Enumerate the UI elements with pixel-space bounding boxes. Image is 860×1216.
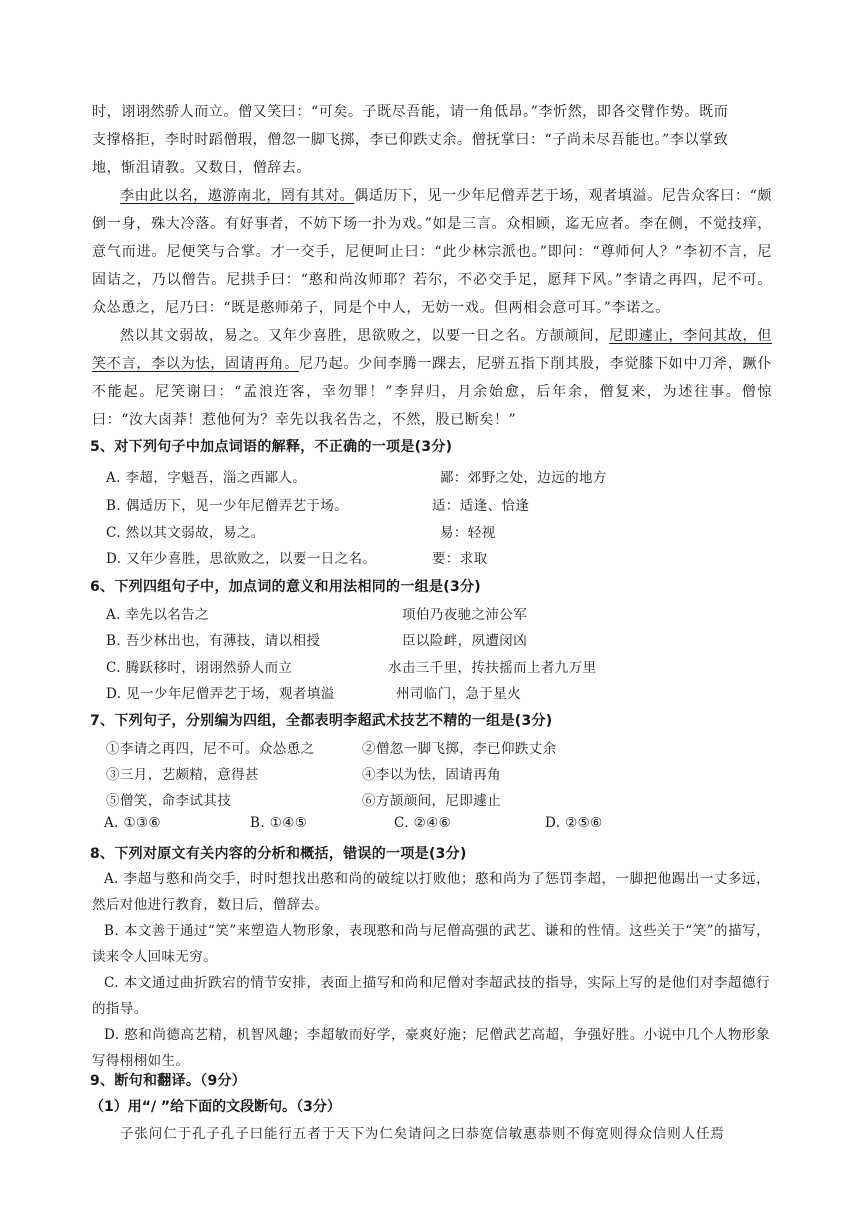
q6-option-c: C. 腾跃移时，诩诩然骄人而立 [106, 660, 293, 676]
q8-option-b: B. 本文善于通过“笑”来塑造人物形象，表现憨和尚与尼僧高强的武艺、谦和的性情。这些关于“笑”的描写，读来令人回味无穷。 [92, 923, 770, 965]
underlined-sentence: 尼即遽止，李问其故，但笑不言，李以为怯，固请再角。 [92, 328, 772, 372]
passage-paragraph-2 [92, 182, 772, 322]
q7-item-2: ②僧忽一脚飞掷，李已仰跌丈余 [362, 741, 557, 757]
q8-options [92, 866, 770, 1074]
passage [92, 98, 772, 434]
passage-line: 时，诩诩然骄人而立。僧又笑曰：“可矣。子既尽吾能，请一角低昂。”李忻然，即各交臂作势。既而 [92, 104, 729, 120]
question-9-sub1: （1）用“/ ”给下面的文段断句。（3分） [90, 1099, 341, 1115]
question-5-title: 5、对下列句子中加点词语的解释，不正确的一项是(3分) [90, 439, 453, 455]
q6-option-a: A. 幸先以名告之 [106, 607, 209, 623]
q8-option-d: D. 憨和尚德高艺精，机智风趣；李超敏而好学，豪爽好施；尼僧武艺高超，争强好胜。小说中几个人物形象写得栩栩如生。 [92, 1027, 770, 1069]
q5-option-b: B. 偶适历下，见一少年尼僧弄艺于场。 [106, 498, 349, 514]
q7-item-6: ⑥方颉颃间，尼即遽止 [362, 793, 501, 809]
q9-punctuation-text: 子张问仁于孔子孔子曰能行五者于天下为仁矣请问之曰恭宽信敏惠恭则不侮宽则得众信则人任焉 [120, 1126, 725, 1142]
passage-paragraph-3 [92, 322, 772, 434]
q5-option-c-gloss: 易：轻视 [440, 525, 496, 541]
q6-option-a-pair: 项伯乃夜驰之沛公军 [402, 607, 528, 623]
q8-option-c: C. 本文通过曲折跌宕的情节安排，表面上描写和尚和尼僧对李超武技的指导，实际上写的是他们对李超德行的指导。 [92, 975, 770, 1017]
q6-option-b: B. 吾少林出也，有薄技，请以相授 [106, 633, 321, 649]
q7-item-4: ④李以为怯，固请再角 [362, 767, 501, 783]
q5-option-d-gloss: 要：求取 [432, 551, 488, 567]
question-9-title: 9、断句和翻译。（9分） [90, 1073, 247, 1089]
q7-item-5: ⑤僧笑，命李试其技 [106, 793, 232, 809]
q7-choice-b: B. ①④⑤ [250, 815, 308, 831]
passage-line: 地，惭沮请教。又数日，僧辞去。 [92, 160, 311, 176]
q7-choice-a: A. ①③⑥ [104, 815, 162, 831]
q6-option-c-pair: 水击三千里，抟扶摇而上者九万里 [388, 660, 597, 676]
q5-option-a-gloss: 鄙：郊野之处，边远的地方 [440, 470, 607, 486]
q5-option-a: A. 李超，字魁吾，淄之西鄙人。 [106, 470, 307, 486]
passage-text: 然以其文弱故，易之。又年少喜胜，思欲败之，以要一日之名。方颉颃间， [120, 328, 610, 344]
underlined-sentence: 李由此以名，遨游南北，罔有其对。 [120, 188, 355, 204]
q6-option-d-pair: 州司临门，急于星火 [396, 686, 522, 702]
passage-line: 支撑格拒，李时时蹈僧瑕，僧忽一脚飞掷，李已仰跌丈余。僧抚掌曰：“子尚未尽吾能也。”李以掌致 [92, 132, 729, 148]
question-8-title: 8、下列对原文有关内容的分析和概括，错误的一项是(3分) [90, 846, 467, 862]
question-7-title: 7、下列句子，分别编为四组，全都表明李超武术技艺不精的一组是(3分) [90, 713, 553, 729]
q7-item-3: ③三月，艺颇精，意得甚 [106, 767, 259, 783]
q8-option-a: A. 李超与憨和尚交手，时时想找出憨和尚的破绽以打败他；憨和尚为了惩罚李超，一脚把他踢出一丈多远，然后对他进行教育，数日后，僧辞去。 [92, 871, 770, 913]
passage-text: 尼乃起。少间李腾一踝去，尼骈五指下削其股，李觉膝下如中刀斧，蹶仆不能起。尼笑谢曰：“孟浪迕客，幸勿罪！”李舁归，月余始愈，后年余，僧复来，为述往事。僧惊曰：“汝大卤莽！惹他何为？幸先以我名告之，不然，股已断矣！” [92, 356, 772, 428]
passage-text: 偶适历下，见一少年尼僧弄艺于场，观者填溢。尼告众客曰：“颇倒一身，殊大冷落。有好事者，不妨下场一扑为戏。”如是三言。众相顾，迄无应者。李在侧，不觉技痒，意气而进。尼便笑与合掌。才一交手，尼便呵止曰：“此少林宗派也。”即问：“尊师何人？”李初不言，尼固诘之，乃以僧告。尼拱手曰：“憨和尚汝师耶？若尔，不必交手足，愿拜下风。”李请之再四，尼不可。众怂恿之，尼乃曰：“既是憨师弟子，同是个中人，无妨一戏。但两相会意可耳。”李诺之。 [92, 188, 772, 316]
q5-option-b-gloss: 适：适逢、恰逢 [432, 498, 530, 514]
q6-option-d: D. 见一少年尼僧弄艺于场，观者填溢 [106, 686, 335, 702]
q6-option-b-pair: 臣以险衅，夙遭闵凶 [402, 633, 528, 649]
q7-item-1: ①李请之再四，尼不可。众怂恿之 [106, 741, 315, 757]
q5-option-c: C. 然以其文弱故，易之。 [106, 525, 265, 541]
q7-choice-c: C. ②④⑥ [394, 815, 452, 831]
q5-option-d: D. 又年少喜胜，思欲败之，以要一日之名。 [106, 551, 377, 567]
question-6-title: 6、下列四组句子中，加点词的意义和用法相同的一组是(3分) [90, 579, 481, 595]
q7-choice-d: D. ②⑤⑥ [545, 815, 603, 831]
